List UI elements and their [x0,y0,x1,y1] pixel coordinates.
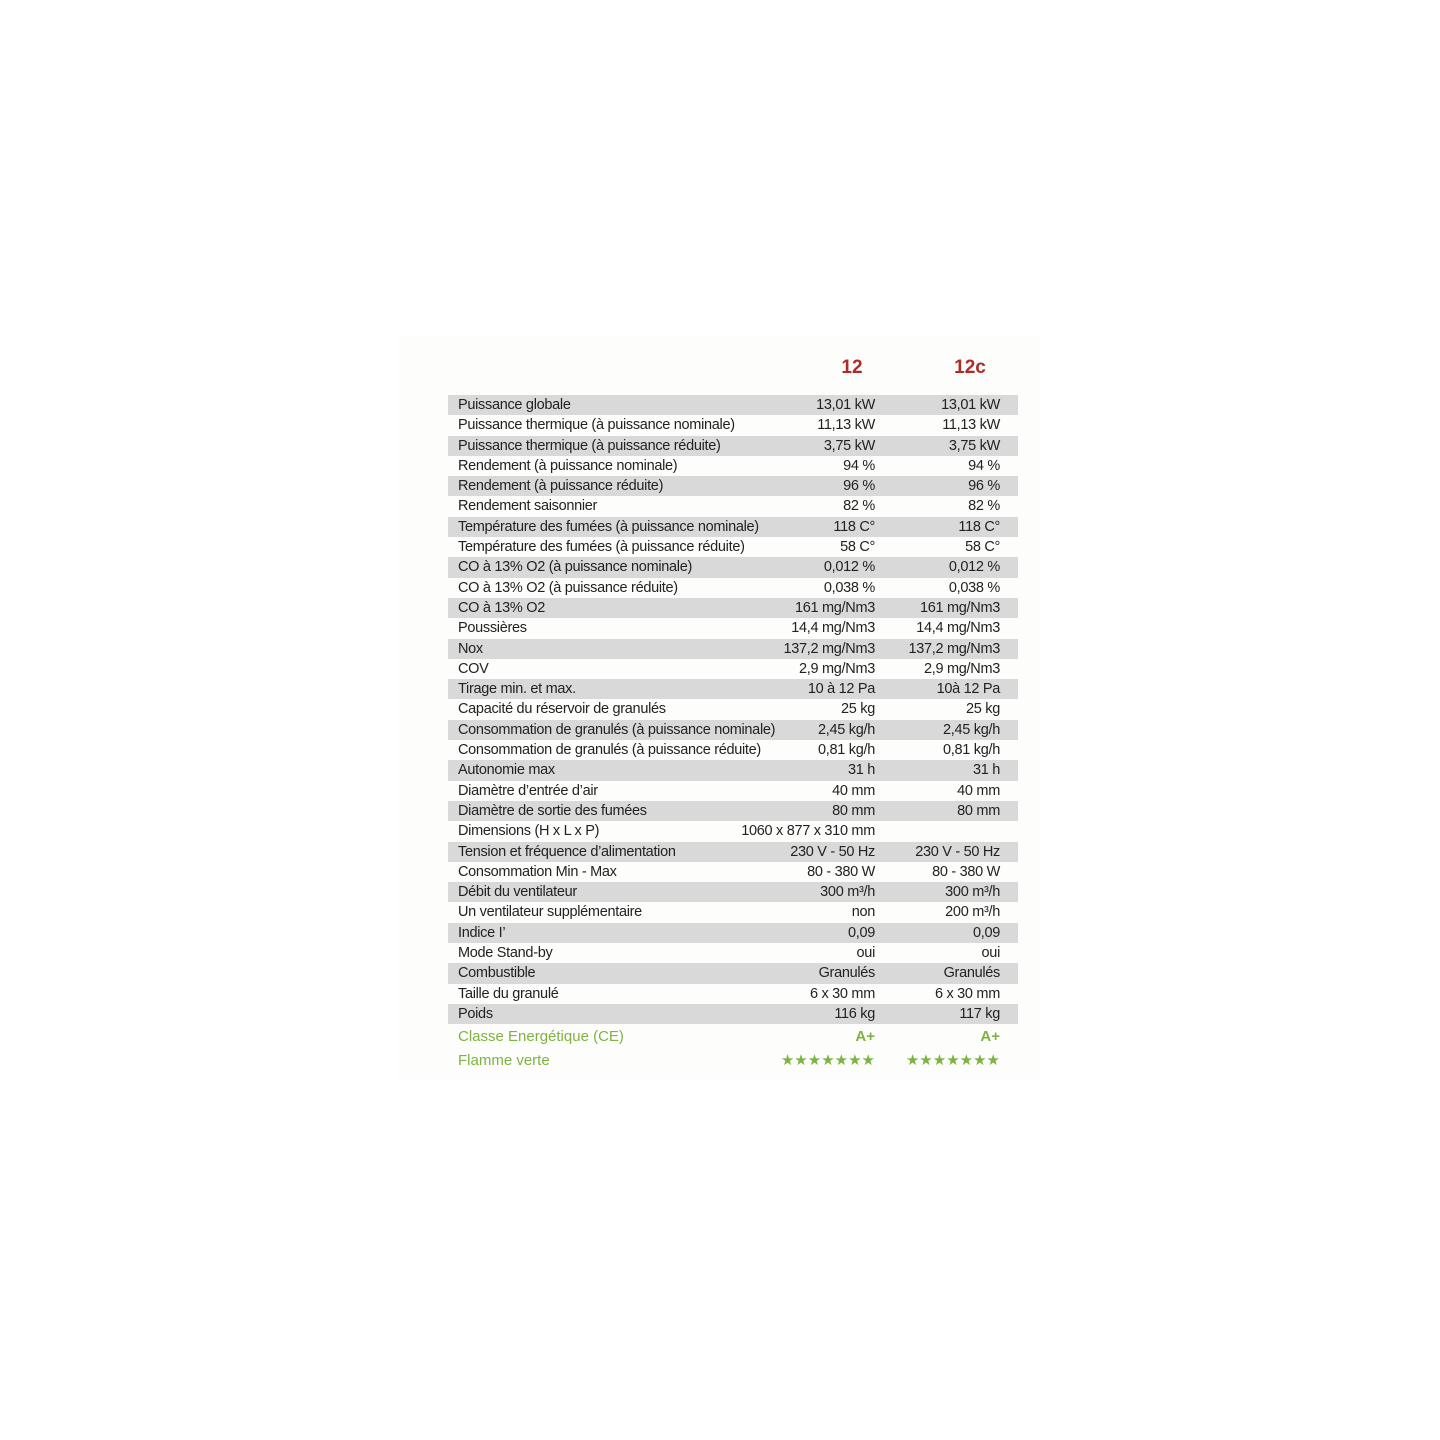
spec-value-12: oui [856,945,875,962]
table-row [448,557,1018,577]
model-heading-12c: 12c [954,357,986,378]
energy-class-label: Classe Energétique (CE) [458,1028,624,1045]
spec-label: Diamètre de sortie des fumées [458,802,647,819]
spec-label: Dimensions (H x L x P) [458,823,600,840]
spec-value-12: 1060 x 877 x 310 mm [741,823,875,840]
spec-value-12: 25 kg [841,701,875,718]
spec-value-12c: 14,4 mg/Nm3 [916,620,1000,637]
table-row [448,456,1018,476]
spec-label: Capacité du réservoir de granulés [458,701,666,718]
spec-label: CO à 13% O2 [458,599,545,616]
energy-class-row [448,1025,1018,1049]
spec-label: Un ventilateur supplémentaire [458,904,642,921]
spec-label: Consommation de granulés (à puissance nominale) [458,721,776,738]
table-row [448,842,1018,862]
spec-value-12: 0,09 [847,924,875,941]
table-row [448,781,1018,801]
spec-label: Combustible [458,965,536,982]
spec-value-12c: 31 h [972,762,1000,779]
spec-value-12c: 25 kg [966,701,1000,718]
spec-value-12c: 13,01 kW [941,397,1000,413]
spec-table [448,395,1018,1024]
table-row [448,517,1018,537]
spec-value-12c: 137,2 mg/Nm3 [908,640,1000,657]
spec-label: Diamètre d’entrée d’air [458,782,598,799]
spec-value-12c: 117 kg [959,1005,1000,1022]
spec-value-12c: 300 m³/h [945,884,1000,901]
spec-value-12c: 200 m³/h [945,904,1000,921]
spec-value-12: 96 % [843,478,875,495]
spec-label: Tirage min. et max. [458,681,576,698]
spec-value-12: 31 h [847,762,875,779]
spec-value-12c: 58 C° [965,539,1000,556]
spec-label: COV [458,660,489,677]
spec-value-12c: 82 % [968,498,1000,515]
spec-label: Rendement (à puissance réduite) [458,478,664,495]
spec-value-12: 230 V - 50 Hz [790,843,875,860]
spec-label: Mode Stand-by [458,945,553,962]
spec-value-12: 161 mg/Nm3 [794,599,875,616]
table-row [448,578,1018,598]
spec-value-12c: Granulés [943,965,1000,982]
table-row [448,496,1018,516]
spec-label: Puissance thermique (à puissance réduite) [458,437,721,454]
spec-value-12: 6 x 30 mm [810,985,875,1002]
spec-value-12: 82 % [843,498,875,515]
spec-value-12: 80 mm [832,802,875,819]
spec-label: Nox [458,640,483,657]
spec-value-12: 118 C° [833,518,875,535]
spec-label: Consommation Min - Max [458,863,617,880]
spec-value-12: 2,45 kg/h [818,721,875,738]
spec-value-12: 40 mm [832,782,875,799]
table-row [448,801,1018,821]
spec-value-12: 80 - 380 W [807,863,875,880]
spec-label: Taille du granulé [458,985,559,1002]
spec-value-12: Granulés [818,965,875,982]
table-row [448,720,1018,740]
spec-value-12: 14,4 mg/Nm3 [791,620,875,637]
table-row [448,760,1018,780]
spec-value-12c: 94 % [968,457,1000,474]
table-row [448,1004,1018,1024]
table-row [448,963,1018,983]
table-row [448,598,1018,618]
spec-value-12c: 230 V - 50 Hz [915,843,1000,860]
spec-label: Rendement (à puissance nominale) [458,457,678,474]
table-row [448,984,1018,1004]
spec-value-12: 300 m³/h [820,884,875,901]
spec-label: Autonomie max [458,762,555,779]
spec-value-12: 58 C° [840,539,875,556]
spec-value-12: 116 kg [834,1005,875,1022]
energy-class-value-12c: A+ [980,1028,1000,1045]
spec-label: Rendement saisonnier [458,498,598,515]
table-row [448,902,1018,922]
table-row [448,679,1018,699]
spec-value-12c: 10à 12 Pa [936,681,1000,698]
spec-label: CO à 13% O2 (à puissance réduite) [458,579,678,596]
table-row [448,740,1018,760]
star-rating-12c: ★★★★★★★ [905,1052,1000,1069]
table-row [448,882,1018,902]
energy-class-value-12: A+ [855,1028,875,1045]
table-row [448,821,1018,841]
table-row [448,699,1018,719]
green-flame-row [448,1049,1018,1073]
spec-label: Indice I’ [458,924,506,941]
spec-value-12: 11,13 kW [817,417,875,434]
table-row [448,943,1018,963]
model-header-row [398,357,1040,385]
spec-value-12: 94 % [843,457,875,474]
spec-footer [448,1025,1018,1073]
table-row [448,415,1018,435]
spec-value-12: 2,9 mg/Nm3 [799,660,875,677]
spec-label: CO à 13% O2 (à puissance nominale) [458,559,693,576]
spec-value-12: 0,012 % [823,559,875,576]
spec-value-12c: oui [981,945,1000,962]
spec-value-12c: 0,09 [972,924,1000,941]
spec-value-12c: 0,81 kg/h [943,742,1000,759]
spec-value-12: 3,75 kW [823,437,875,454]
green-flame-label: Flamme verte [458,1052,550,1069]
spec-label: Puissance globale [458,397,571,413]
spec-label: Température des fumées (à puissance nominale) [458,518,759,535]
table-row [448,659,1018,679]
spec-value-12c: 0,012 % [948,559,1000,576]
table-row [448,395,1018,415]
spec-label: Consommation de granulés (à puissance réduite) [458,742,761,759]
spec-sheet [398,335,1040,1080]
spec-value-12c: 118 C° [958,518,1000,535]
table-row [448,537,1018,557]
spec-label: Tension et fréquence d’alimentation [458,843,676,860]
spec-value-12: 0,81 kg/h [818,742,875,759]
table-row [448,639,1018,659]
spec-value-12: 13,01 kW [816,397,875,413]
spec-label: Poussières [458,620,527,637]
spec-value-12c: 2,45 kg/h [943,721,1000,738]
spec-value-12c: 6 x 30 mm [935,985,1000,1002]
spec-value-12: 137,2 mg/Nm3 [783,640,875,657]
table-row [448,862,1018,882]
table-row [448,436,1018,456]
spec-value-12c: 80 mm [957,802,1000,819]
spec-value-12c: 2,9 mg/Nm3 [924,660,1000,677]
spec-value-12: 0,038 % [823,579,875,596]
spec-value-12: non [851,904,875,921]
model-heading-12: 12 [841,357,863,378]
table-row [448,618,1018,638]
spec-value-12: 10 à 12 Pa [807,681,875,698]
spec-label: Débit du ventilateur [458,884,577,901]
spec-label: Poids [458,1005,493,1022]
table-row [448,476,1018,496]
spec-value-12c: 80 - 380 W [932,863,1000,880]
spec-label: Puissance thermique (à puissance nominale) [458,417,735,434]
spec-value-12c: 96 % [968,478,1000,495]
spec-label: Température des fumées (à puissance réduite) [458,539,745,556]
star-rating-12: ★★★★★★★ [780,1052,875,1069]
spec-value-12c: 11,13 kW [942,417,1000,434]
spec-value-12c: 161 mg/Nm3 [919,599,1000,616]
spec-value-12c: 0,038 % [948,579,1000,596]
spec-value-12c: 40 mm [957,782,1000,799]
table-row [448,923,1018,943]
spec-value-12c: 3,75 kW [948,437,1000,454]
